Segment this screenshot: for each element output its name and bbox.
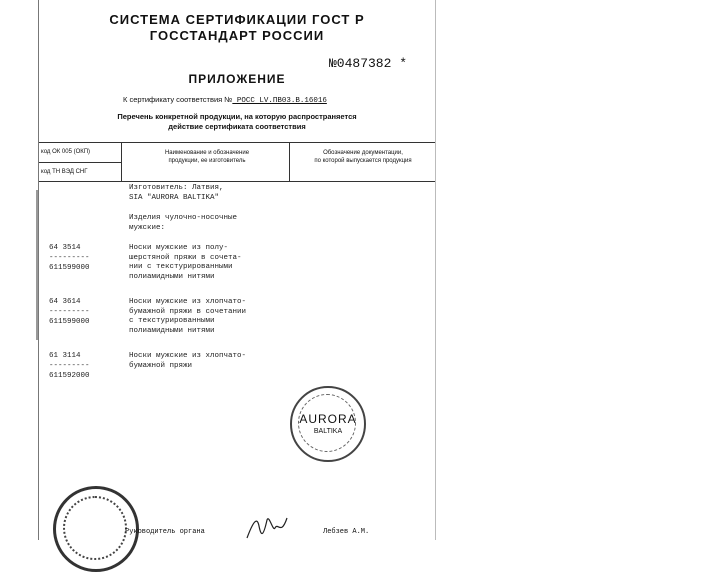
certificate-label: К сертификату соответствия №: [123, 95, 233, 104]
tnved-code: 611599000: [49, 264, 90, 272]
signatory-name: Лебзев А.М.: [323, 528, 370, 536]
product-name-header: [122, 149, 292, 165]
okp-code-header: код ОК 005 (ОКП): [39, 143, 121, 163]
certificate-reference: [123, 95, 327, 105]
documentation-header-line2: по которой выпускается продукция: [314, 158, 412, 164]
manufacturer-line1: Изготовитель: Латвия,: [129, 184, 224, 192]
code-divider: ---------: [49, 362, 90, 370]
product-name-header-line2: продукции, ее изготовитель: [168, 158, 246, 164]
code-divider: ---------: [49, 308, 90, 316]
appendix-title: ПРИЛОЖЕНИЕ: [188, 72, 286, 86]
agency-title: ГОССТАНДАРТ РОССИИ: [149, 28, 325, 43]
list-title-line2: действие сертификата соответствия: [168, 122, 306, 131]
serial-number: №0487382 *: [329, 56, 408, 71]
code-divider: ---------: [49, 254, 90, 262]
tnved-code: 611592000: [49, 372, 90, 380]
manufacturer-line2: SIA "AURORA BALTIKA": [129, 194, 220, 202]
product-group-line1: Изделия чулочно-носочные: [129, 214, 238, 222]
seal-text-line2: BALTIKA: [313, 428, 343, 435]
list-title-line1: Перечень конкретной продукции, на которую распространяется: [117, 112, 357, 121]
code-header: [39, 143, 122, 181]
seal-inner-ring: [63, 496, 127, 560]
documentation-header: [289, 143, 436, 181]
product-name-header-line1: Наименование и обозначение: [164, 150, 250, 156]
certificate-number: POCC LV.ПВ03.В.16016: [232, 97, 327, 105]
product-description: Носки мужские из хлопчато- бумажной пряжи: [129, 352, 247, 370]
seal-text-line1: AURORA: [299, 412, 357, 426]
product-description: Носки мужские из хлопчато- бумажной пряжи в сочетании с текстурированными полиамидными нитями: [129, 298, 247, 335]
system-title: СИСТЕМА СЕРТИФИКАЦИИ ГОСТ Р: [109, 12, 365, 27]
company-seal: [290, 386, 366, 462]
okp-code: 64 3614: [49, 298, 81, 306]
table-header: [39, 142, 435, 182]
documentation-header-line1: Обозначение документации,: [323, 150, 403, 156]
list-title: [39, 112, 435, 132]
tnved-code-header: код ТН ВЭД СНГ: [41, 169, 88, 175]
certificate-appendix-page: [38, 0, 436, 540]
signatory-title: Руководитель органа: [125, 528, 205, 536]
product-description: Носки мужские из полу- шерстяной пряжи в сочета- нии с текстурированными полиамидными нитями: [129, 244, 242, 281]
signature: [245, 512, 289, 540]
tnved-code: 611599000: [49, 318, 90, 326]
okp-code: 61 3114: [49, 352, 81, 360]
product-group-line2: мужские:: [129, 224, 166, 232]
okp-code: 64 3514: [49, 244, 81, 252]
